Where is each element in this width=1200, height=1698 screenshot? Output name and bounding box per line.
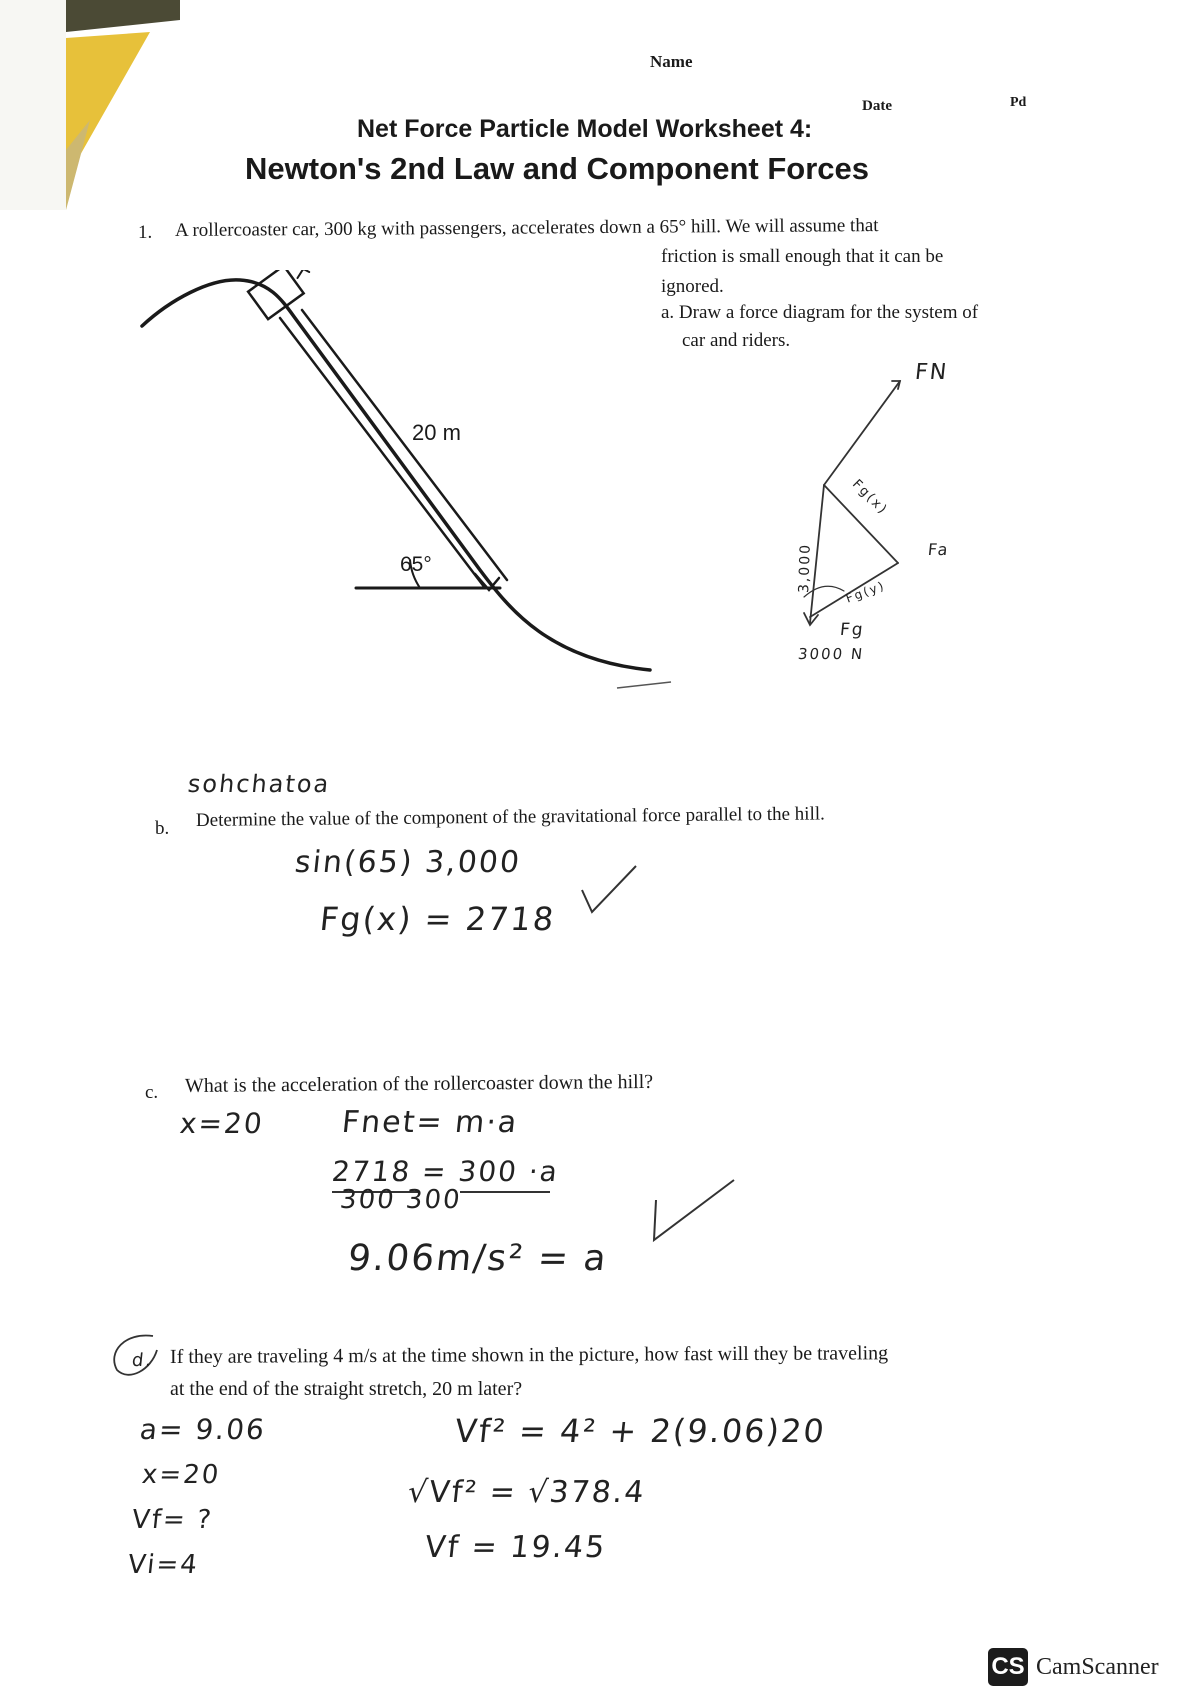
worksheet-subtitle: Newton's 2nd Law and Component Forces — [245, 151, 869, 186]
part-d-given-vi: Vi=4 — [126, 1550, 201, 1580]
check-mark-b — [578, 860, 638, 920]
part-d-eq1: Vf² = 4² + 2(9.06)20 — [453, 1412, 828, 1450]
distance-line-upper — [280, 318, 485, 588]
camscanner-name: CamScanner — [1036, 1654, 1159, 1680]
part-a-line1: a. Draw a force diagram for the system of — [661, 302, 979, 323]
part-d-question-line1: If they are traveling 4 m/s at the time shown in the picture, how fast will they be traveling — [169, 1342, 889, 1368]
part-a-line2: car and riders. — [682, 330, 791, 351]
question-text-line1: A rollercoaster car, 300 kg with passengers, accelerates down a 65° hill. We will assume that — [174, 215, 879, 241]
part-d-eq2: √Vf² = √378.4 — [406, 1475, 648, 1510]
part-c-question: What is the acceleration of the rollercoaster down the hill? — [184, 1070, 654, 1097]
part-b-work-line1: sin(65) 3,000 — [293, 845, 523, 880]
fgy-label: Fg(y) — [843, 578, 888, 606]
part-c-eq2-num: 2718 = 300 ·a — [330, 1155, 561, 1188]
angle-label: 65° — [400, 553, 432, 576]
side-value: 3,000 — [796, 542, 814, 594]
check-mark-c — [648, 1170, 738, 1250]
fg-value: 3000 N — [797, 645, 866, 663]
track-curve — [142, 280, 650, 670]
part-d-question-line2: at the end of the straight stretch, 20 m later? — [170, 1378, 523, 1400]
part-c-result: 9.06m/s² = a — [345, 1238, 610, 1279]
scan-corner-decoration — [0, 0, 180, 210]
part-d-given-vf: Vf= ? — [130, 1505, 215, 1535]
part-b-question: Determine the value of the component of the gravitational force parallel to the hill. — [195, 803, 825, 831]
question-text-line2: friction is small enough that it can be — [661, 246, 944, 267]
worksheet-title: Net Force Particle Model Worksheet 4: — [357, 115, 813, 143]
part-d-given-a: a= 9.06 — [138, 1413, 268, 1446]
part-d-label: d. — [130, 1350, 155, 1371]
question-text-line3: ignored. — [661, 276, 724, 297]
part-c-label: c. — [145, 1082, 159, 1103]
part-d-eq3: Vf = 19.45 — [423, 1530, 609, 1565]
part-c-given: x=20 — [178, 1107, 266, 1140]
fnet-label: Fa — [927, 540, 951, 559]
part-c-eq1: Fnet= m·a — [340, 1105, 521, 1140]
part-b-work-line2: Fg(x) = 2718 — [318, 900, 558, 938]
date-label: Date — [862, 98, 892, 114]
part-d-given-x: x=20 — [140, 1460, 222, 1490]
normal-force-arrow — [824, 381, 900, 485]
camscanner-badge: CS — [988, 1648, 1028, 1686]
part-c-eq2-den: 300 300 — [338, 1185, 464, 1215]
length-label: 20 m — [412, 420, 461, 445]
stray-mark — [615, 680, 675, 692]
fgx-label: Fg(x) — [849, 476, 891, 519]
part-b-label: b. — [155, 818, 170, 839]
sohcahtoa-note: sohchatoa — [186, 770, 332, 798]
fg-label: Fg — [838, 620, 866, 640]
rollercoaster-car — [246, 270, 318, 319]
question-number: 1. — [138, 222, 153, 243]
rollercoaster-figure — [130, 270, 670, 700]
distance-line-lower — [302, 310, 507, 580]
pd-label: Pd — [1010, 95, 1027, 110]
fn-label: FN — [913, 360, 950, 385]
name-label: Name — [650, 52, 693, 71]
